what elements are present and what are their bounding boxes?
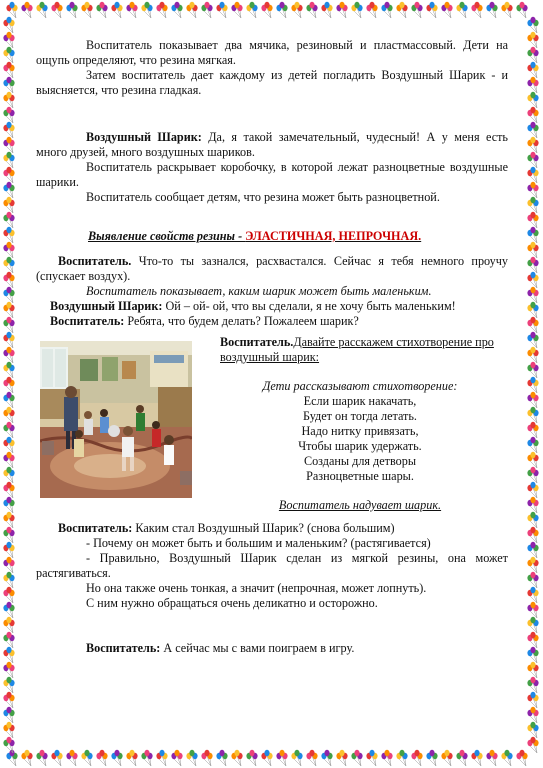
balloon-icon (186, 2, 197, 18)
balloon-icon (201, 750, 212, 766)
balloon-icon (527, 497, 538, 513)
balloon-icon (216, 2, 227, 18)
balloon-icon (527, 227, 538, 243)
dialog1-balloon-speech: Ой – ой- ой, что вы сделали, я не хочу быть маленьким! (162, 299, 456, 313)
balloon-icon (321, 750, 332, 766)
balloon-icon (291, 2, 302, 18)
balloon-icon (441, 750, 452, 766)
balloon-icon (527, 602, 538, 618)
balloon-icon (527, 422, 538, 438)
poem-speaker: Воспитатель. (220, 335, 294, 349)
poem-lines (220, 379, 500, 513)
balloon-icon (3, 647, 14, 663)
balloon-speech-text: Да, я такой замечательный, чудесный! А у меня есть много друзей, много воздушных шариков. (36, 130, 508, 159)
balloon-icon (527, 77, 538, 93)
balloon-icon (351, 2, 362, 18)
dialog2-question: - Почему он может быть и большим и маленьким? (растягивается) (86, 536, 431, 550)
balloon-icon (111, 750, 122, 766)
balloon-icon (81, 2, 92, 18)
balloon-icon (306, 2, 317, 18)
balloon-icon (527, 737, 538, 753)
balloon-icon (527, 482, 538, 498)
intro-paragraph-2: Затем воспитатель дает каждому из детей погладить Воздушный Шарик - и выясняется, что резина гладкая. (36, 68, 508, 97)
balloon-icon (527, 542, 538, 558)
poem-intro (220, 335, 500, 365)
balloon-icon (366, 750, 377, 766)
balloon-icon (366, 2, 377, 18)
balloon-icon (3, 662, 14, 678)
balloon-icon (501, 750, 512, 766)
poem-section (220, 335, 500, 513)
balloon-icon (3, 332, 14, 348)
balloon-speaker: Воздушный Шарик: (86, 130, 202, 144)
dialog1-speech: Что-то ты зазнался, расхвастался. Сейчас я тебя немного проучу (спускает воздух). (36, 254, 508, 283)
balloon-icon (3, 62, 14, 78)
poem-line: Будет он тогда летать. (303, 409, 417, 423)
balloon-icon (527, 317, 538, 333)
balloon-icon (426, 750, 437, 766)
dialog1-teacher-speaker: Воспитатель: (50, 314, 125, 328)
balloon-icon (3, 17, 14, 33)
dialog2-speech: Каким стал Воздушный Шарик? (снова большим) (132, 521, 395, 535)
balloon-icon (527, 332, 538, 348)
balloon-icon (3, 257, 14, 273)
balloon-icon (486, 750, 497, 766)
balloon-icon (441, 2, 452, 18)
balloon-icon (3, 302, 14, 318)
balloon-icon (527, 647, 538, 663)
poem-footer: Воспитатель надувает шарик. (278, 498, 442, 512)
balloon-icon (3, 572, 14, 588)
balloon-icon (527, 107, 538, 123)
poem-line: Чтобы шарик удержать. (298, 439, 422, 453)
balloon-icon (527, 257, 538, 273)
balloon-icon (527, 272, 538, 288)
balloon-icon (527, 617, 538, 633)
balloon-icon (351, 750, 362, 766)
balloon-icon (81, 750, 92, 766)
balloon-icon (111, 2, 122, 18)
balloon-icon (291, 750, 302, 766)
balloon-icon (3, 512, 14, 528)
balloon-icon (396, 2, 407, 18)
balloon-icon (3, 737, 14, 753)
balloon-icon (3, 242, 14, 258)
balloon-speech (36, 130, 508, 160)
dialog2-note-1: Но она также очень тонкая, а значит (непрочная, может лопнуть). (86, 581, 427, 595)
classroom-photo (40, 341, 192, 498)
balloon-icon (3, 122, 14, 138)
dialog1-speaker: Воспитатель. (58, 254, 132, 268)
balloon-icon (3, 482, 14, 498)
balloon-icon (3, 272, 14, 288)
balloon-icon (527, 242, 538, 258)
dialog2-teacher (36, 521, 508, 536)
balloon-icon (456, 750, 467, 766)
balloon-icon (21, 2, 32, 18)
balloon-icon (36, 2, 47, 18)
balloon-icon (231, 750, 242, 766)
balloon-icon (471, 2, 482, 18)
balloon-icon (527, 152, 538, 168)
balloon-icon (527, 32, 538, 48)
balloon-icon (3, 707, 14, 723)
balloon-icon (486, 2, 497, 18)
balloon-icon (3, 602, 14, 618)
poem-line: Разноцветные шары. (306, 469, 414, 483)
balloon-icon (276, 750, 287, 766)
balloon-icon (3, 167, 14, 183)
balloon-icon (276, 2, 287, 18)
balloon-icon (3, 407, 14, 423)
balloon-icon (527, 137, 538, 153)
balloon-icon (3, 587, 14, 603)
balloon-icon (3, 77, 14, 93)
balloon-icon (456, 2, 467, 18)
balloon-icon (527, 587, 538, 603)
balloon-icon (516, 750, 527, 766)
balloon-icon (261, 750, 272, 766)
balloon-icon (527, 452, 538, 468)
balloon-icon (246, 2, 257, 18)
balloon-icon (141, 2, 152, 18)
poem-caption: Дети рассказывают стихотворение: (262, 379, 458, 393)
balloon-icon (3, 92, 14, 108)
section-heading (88, 229, 508, 244)
balloon-icon (306, 750, 317, 766)
poem-line: Созданы для детворы (303, 454, 417, 468)
balloon-icon (527, 692, 538, 708)
balloon-icon (3, 632, 14, 648)
balloon-icon (3, 722, 14, 738)
balloon-icon (171, 2, 182, 18)
balloon-icon (6, 2, 17, 18)
balloon-icon (527, 707, 538, 723)
intro-paragraph-1: Воспитатель показывает два мячика, резиновый и пластмассовый. Дети на ощупь определяют, что резина мягкая. (36, 38, 508, 67)
balloon-icon (501, 2, 512, 18)
balloon-icon (527, 557, 538, 573)
balloon-icon (3, 392, 14, 408)
poem-line: Если шарик накачать, (303, 394, 417, 408)
balloon-icon (3, 287, 14, 303)
balloon-icon (396, 750, 407, 766)
balloon-icon (51, 750, 62, 766)
balloon-icon (321, 2, 332, 18)
balloon-icon (3, 212, 14, 228)
balloon-icon (527, 212, 538, 228)
closing-speech: А сейчас мы с вами поиграем в игру. (160, 641, 355, 655)
balloon-icon (381, 750, 392, 766)
balloon-icon (246, 750, 257, 766)
balloon-icon (141, 750, 152, 766)
balloon-icon (527, 527, 538, 543)
balloon-icon (426, 2, 437, 18)
balloon-icon (171, 750, 182, 766)
balloon-icon (3, 227, 14, 243)
balloon-icon (3, 47, 14, 63)
balloon-icon (471, 750, 482, 766)
balloon-paragraph-2: Воспитатель раскрывает коробочку, в которой лежат разноцветные воздушные шарики. (36, 160, 508, 189)
balloon-icon (3, 152, 14, 168)
balloon-icon (3, 542, 14, 558)
dialog1-teacher (36, 254, 508, 284)
balloon-icon (3, 497, 14, 513)
dialog1-teacher-speech: Ребята, что будем делать? Пожалеем шарик? (124, 314, 359, 328)
balloon-icon (186, 750, 197, 766)
balloon-icon (21, 750, 32, 766)
balloon-icon (3, 617, 14, 633)
balloon-icon (66, 2, 77, 18)
balloon-icon (36, 750, 47, 766)
balloon-icon (527, 392, 538, 408)
balloon-icon (3, 467, 14, 483)
balloon-icon (156, 750, 167, 766)
balloon-icon (3, 692, 14, 708)
balloon-icon (411, 2, 422, 18)
dialog1-teacher-question (36, 314, 508, 329)
balloon-icon (3, 32, 14, 48)
balloon-icon (3, 527, 14, 543)
balloon-icon (411, 750, 422, 766)
balloon-icon (527, 17, 538, 33)
dialog2-answer: - Правильно, Воздушный Шарик сделан из мягкой резины, она может растягиваться. (36, 551, 508, 580)
section-title-red: ЭЛАСТИЧНАЯ, НЕПРОЧНАЯ. (245, 229, 422, 243)
balloon-icon (3, 137, 14, 153)
poem-line: Надо нитку привязать, (301, 424, 419, 438)
balloon-paragraph-3: Воспитатель сообщает детям, что резина может быть разноцветной. (86, 190, 440, 204)
balloon-icon (3, 377, 14, 393)
balloon-icon (66, 750, 77, 766)
dialog2-note-2: С ним нужно обращаться очень деликатно и осторожно. (86, 596, 378, 610)
balloon-icon (3, 557, 14, 573)
balloon-icon (527, 662, 538, 678)
balloon-icon (527, 197, 538, 213)
balloon-icon (3, 437, 14, 453)
balloon-icon (96, 2, 107, 18)
balloon-icon (3, 362, 14, 378)
document-body (36, 38, 508, 656)
dialog2-speaker: Воспитатель: (58, 521, 133, 535)
balloon-icon (51, 2, 62, 18)
photo-poem-block (36, 335, 508, 513)
balloon-icon (527, 512, 538, 528)
closing-speaker: Воспитатель: (86, 641, 161, 655)
closing-line (36, 641, 508, 656)
balloon-icon (527, 377, 538, 393)
balloon-icon (527, 572, 538, 588)
balloon-icon (527, 287, 538, 303)
balloon-icon (96, 750, 107, 766)
balloon-icon (527, 467, 538, 483)
balloon-icon (527, 167, 538, 183)
balloon-icon (3, 317, 14, 333)
balloon-icon (126, 750, 137, 766)
balloon-icon (3, 452, 14, 468)
balloon-icon (3, 197, 14, 213)
balloon-icon (336, 2, 347, 18)
balloon-icon (527, 722, 538, 738)
balloon-icon (527, 302, 538, 318)
balloon-icon (527, 347, 538, 363)
balloon-icon (3, 107, 14, 123)
balloon-icon (527, 677, 538, 693)
balloon-icon (527, 122, 538, 138)
dialog1-action: Воспитатель показывает, каким шарик может быть маленьким. (86, 284, 432, 298)
balloon-icon (527, 182, 538, 198)
dialog1-balloon-speaker: Воздушный Шарик: (50, 299, 163, 313)
balloon-icon (527, 437, 538, 453)
balloon-icon (527, 407, 538, 423)
balloon-icon (527, 62, 538, 78)
balloon-icon (527, 92, 538, 108)
balloon-icon (527, 632, 538, 648)
section-title: Выявление свойств резины - (88, 229, 246, 243)
balloon-icon (527, 362, 538, 378)
balloon-icon (516, 2, 527, 18)
balloon-icon (527, 47, 538, 63)
poem-intro-text: Давайте расскажем стихотворение про воздушный шарик: (220, 335, 494, 364)
balloon-icon (381, 2, 392, 18)
balloon-icon (3, 422, 14, 438)
balloon-icon (126, 2, 137, 18)
balloon-icon (231, 2, 242, 18)
balloon-icon (6, 750, 17, 766)
balloon-icon (3, 182, 14, 198)
balloon-icon (156, 2, 167, 18)
balloon-icon (261, 2, 272, 18)
balloon-icon (201, 2, 212, 18)
balloon-icon (3, 347, 14, 363)
balloon-icon (336, 750, 347, 766)
dialog1-balloon (36, 299, 508, 314)
balloon-icon (216, 750, 227, 766)
balloon-icon (3, 677, 14, 693)
